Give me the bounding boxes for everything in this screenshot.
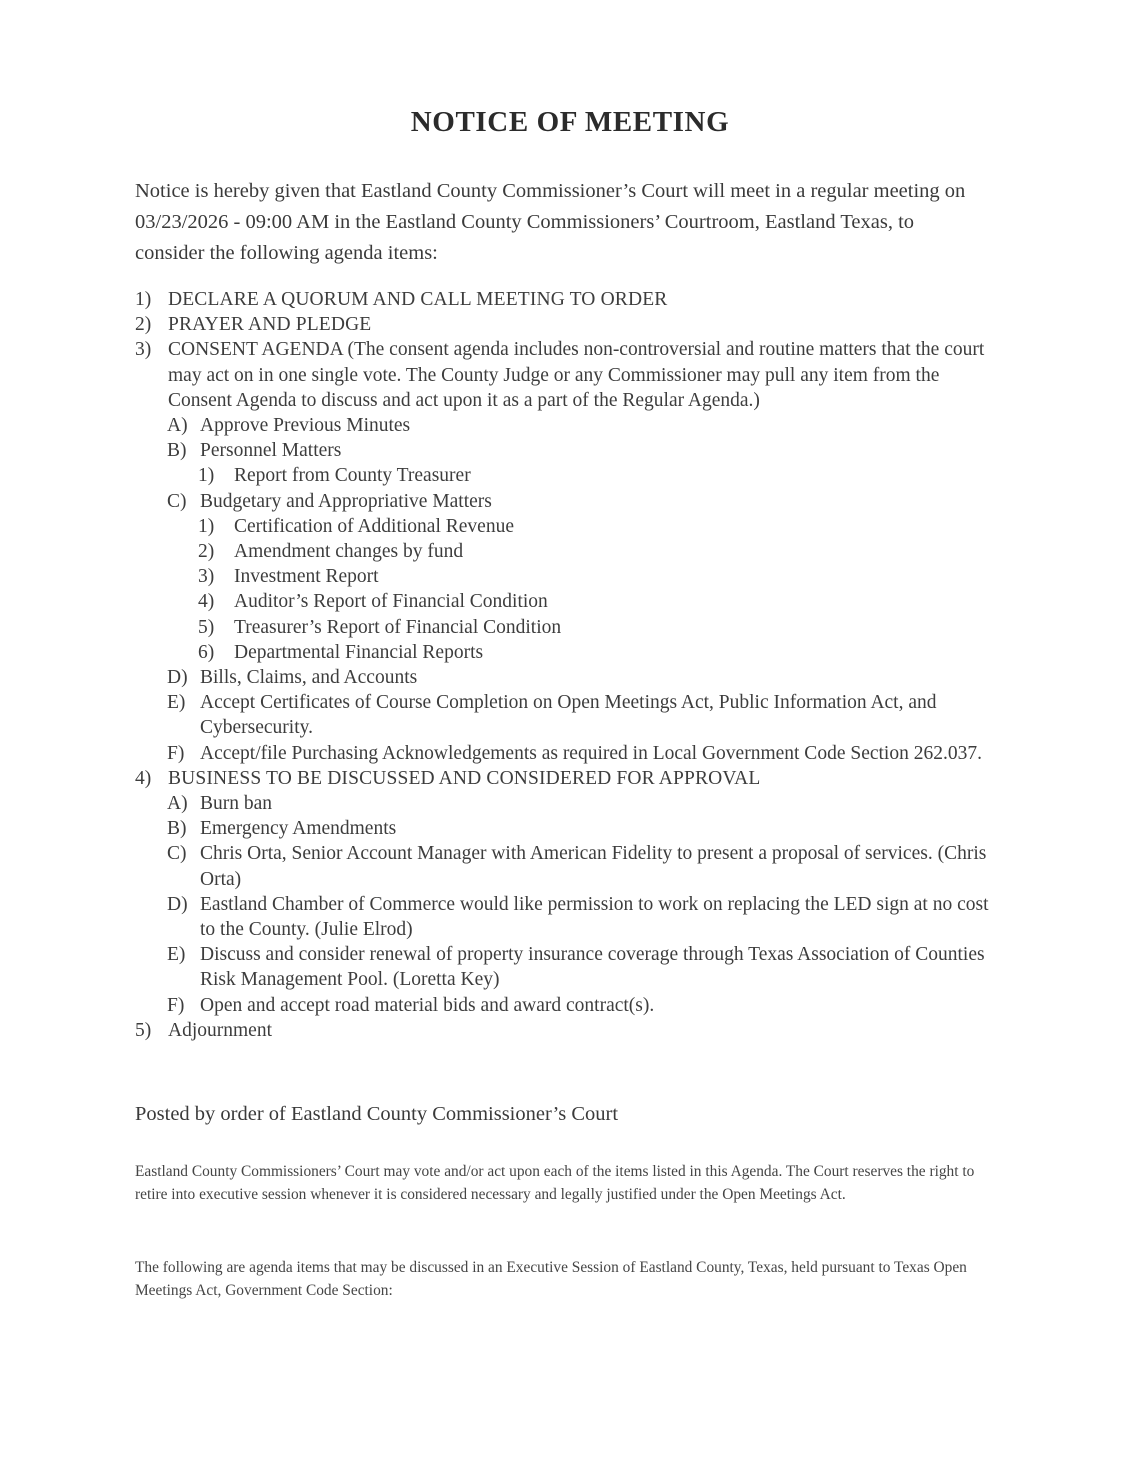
agenda-item-marker: 4)	[135, 767, 152, 789]
agenda-item-marker: A)	[167, 793, 188, 815]
agenda-item	[167, 993, 1015, 1018]
agenda-item-marker: D)	[167, 893, 188, 915]
agenda-item-text: Accept Certificates of Course Completion on Open Meetings Act, Public Information Act, and Cybersecurity.	[200, 692, 937, 739]
agenda-item-marker: 4)	[198, 591, 215, 613]
agenda-list	[135, 287, 1015, 1043]
posted-by-line: Posted by order of Eastland County Commissioner’s Court	[135, 1103, 619, 1125]
agenda-item	[198, 615, 1015, 640]
agenda-item	[198, 539, 1015, 564]
agenda-item-marker: 5)	[198, 616, 215, 638]
agenda-item-text: Chris Orta, Senior Account Manager with American Fidelity to present a proposal of services. (Chris Orta)	[200, 843, 987, 890]
agenda-item-marker: 1)	[198, 515, 215, 537]
agenda-item-marker: 1)	[135, 289, 152, 310]
agenda-item	[167, 816, 1015, 841]
agenda-item-marker: E)	[167, 692, 186, 714]
agenda-item-text: Departmental Financial Reports	[234, 641, 484, 663]
agenda-item-marker: 3)	[135, 339, 152, 361]
agenda-item	[135, 287, 1015, 312]
agenda-item-text: Adjournment	[168, 1019, 272, 1041]
agenda-item-marker: F)	[167, 742, 185, 764]
agenda-item-text: Accept/file Purchasing Acknowledgements as required in Local Government Code Section 262.037.	[200, 742, 982, 764]
agenda-item	[198, 640, 1015, 665]
agenda-item-text: Personnel Matters	[200, 440, 342, 462]
agenda-item-marker: 2)	[198, 541, 215, 563]
agenda-item-marker: D)	[167, 667, 188, 689]
agenda-item-marker: 3)	[198, 566, 215, 588]
agenda-item-text: Auditor’s Report of Financial Condition	[234, 591, 548, 613]
agenda-item-marker: A)	[167, 415, 188, 437]
agenda-item-text: Amendment changes by fund	[234, 541, 464, 563]
agenda-item	[167, 665, 1015, 690]
agenda-item-text: Burn ban	[200, 793, 273, 815]
agenda-item-marker: C)	[167, 490, 187, 512]
agenda-item	[167, 690, 1015, 740]
agenda-item-text: Treasurer’s Report of Financial Condition	[234, 616, 562, 638]
agenda-item-text: BUSINESS TO BE DISCUSSED AND CONSIDERED FOR APPROVAL	[168, 767, 761, 789]
agenda-item	[167, 942, 1015, 992]
agenda-item-text: Approve Previous Minutes	[200, 415, 411, 437]
agenda-item-text: Emergency Amendments	[200, 818, 397, 840]
agenda-item	[135, 312, 1015, 337]
agenda-item	[198, 463, 1015, 488]
page-title: NOTICE OF MEETING	[410, 106, 730, 138]
agenda-item-marker: 2)	[135, 314, 152, 336]
executive-session-paragraph: The following are agenda items that may be discussed in an Executive Session of Eastland County, Texas, held pursuant to Texas Open Meetings Act, Government Code Section:	[135, 1259, 967, 1299]
agenda-item	[167, 413, 1015, 438]
agenda-item	[167, 741, 1015, 766]
agenda-item-text: Investment Report	[234, 566, 379, 588]
agenda-item	[167, 892, 1015, 942]
agenda-item	[135, 1018, 1015, 1043]
agenda-item	[167, 438, 1015, 463]
agenda-item	[167, 791, 1015, 816]
agenda-item	[198, 564, 1015, 589]
agenda-item	[135, 337, 1015, 413]
agenda-item-marker: C)	[167, 843, 187, 865]
agenda-item-text: Bills, Claims, and Accounts	[200, 667, 418, 689]
agenda-item	[198, 589, 1015, 614]
intro-paragraph: Notice is hereby given that Eastland County Commissioner’s Court will meet in a regular meeting on 03/23/2026 - 09:00 AM in the Eastland County Commissioners’ Courtroom, Eastland Texas, to consider the following agenda items:	[135, 180, 966, 264]
agenda-item-text: Budgetary and Appropriative Matters	[200, 490, 492, 512]
agenda-item-marker: 5)	[135, 1019, 152, 1041]
agenda-item-text: Certification of Additional Revenue	[234, 515, 514, 537]
agenda-item-text: CONSENT AGENDA (The consent agenda includes non-controversial and routine matters that the court may act on in one single vote. The County Judge or any Commissioner may pull any item from the Consent Agenda to discuss and act upon it as a part of the Regular Agenda.)	[168, 339, 985, 411]
agenda-item	[167, 489, 1015, 514]
agenda-item	[167, 841, 1015, 891]
agenda-item-text: DECLARE A QUORUM AND CALL MEETING TO ORDER	[168, 289, 668, 310]
agenda-item-text: Report from County Treasurer	[234, 465, 471, 487]
agenda-item-marker: 1)	[198, 465, 215, 487]
notice-paragraph: Eastland County Commissioners’ Court may vote and/or act upon each of the items listed in this Agenda. The Court reserves the right to retire into executive session whenever it is considered necessary and legally justified under the Open Meetings Act.	[135, 1163, 975, 1203]
agenda-item	[135, 766, 1015, 791]
agenda-item-text: Eastland Chamber of Commerce would like permission to work on replacing the LED sign at no cost to the County. (Julie Elrod)	[200, 893, 989, 941]
agenda-item-marker: F)	[167, 994, 185, 1016]
agenda-item-marker: B)	[167, 440, 187, 462]
agenda-item-text: Discuss and consider renewal of property insurance coverage through Texas Association of Counties Risk Management Pool. (Loretta Key)	[200, 944, 985, 991]
agenda-item-text: PRAYER AND PLEDGE	[168, 314, 372, 336]
agenda-item-marker: 6)	[198, 641, 215, 663]
agenda-item-marker: E)	[167, 944, 186, 966]
agenda-item	[198, 514, 1015, 539]
agenda-item-marker: B)	[167, 818, 187, 840]
agenda-item-text: Open and accept road material bids and award contract(s).	[200, 994, 655, 1016]
